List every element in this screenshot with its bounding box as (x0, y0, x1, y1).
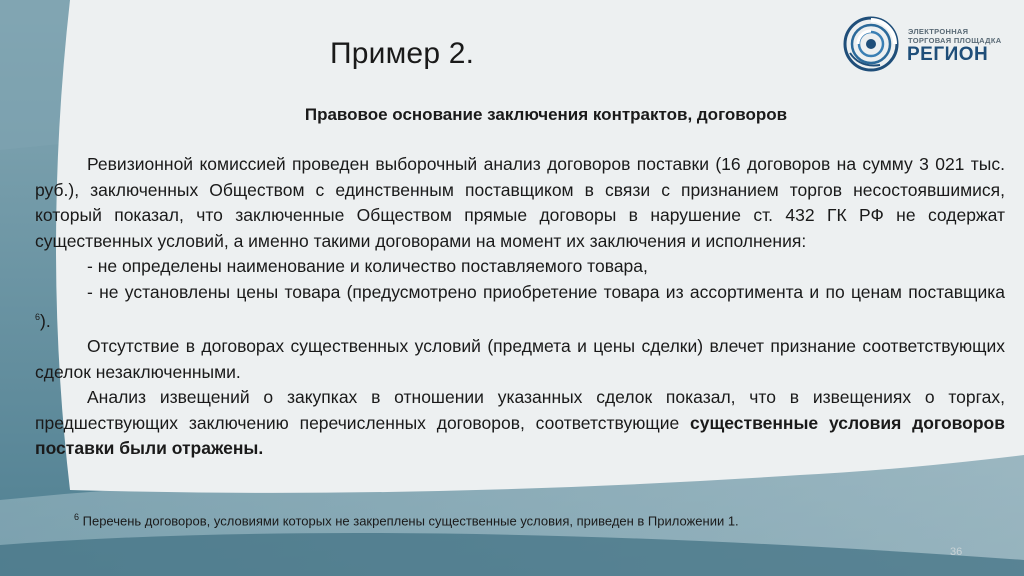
paragraph-5-bold: существенные условия договоров поставки были отражены. (35, 412, 1005, 459)
page-number: 36 (950, 546, 963, 558)
paragraph-2: - не определены наименование и количество поставляемого товара, (87, 256, 648, 276)
footnote-marker: 6 (74, 512, 80, 522)
paragraph-5-main: Анализ извещений о закупках в отношении указанных сделок показал, что в извещениях о торгах, предшествующих заключению перечисленных договоров, соответствующие (35, 387, 1005, 433)
paragraph-3-end: ). (40, 310, 51, 331)
paragraph-3-footnote-ref: 6 (35, 312, 41, 322)
logo (840, 13, 1020, 77)
paragraph-3 (35, 280, 1005, 335)
logo-line1: ЭЛЕКТРОННАЯ (908, 27, 969, 36)
body-text (35, 152, 1005, 462)
paragraph-1: Ревизионной комиссией проведен выборочный анализ договоров поставки (16 договоров на сумму 3 021 тыс. руб.), заключенных Обществом с единственным поставщиком в связи с признанием торгов несостоявшимися, который показал, что заключенные Обществом прямые договоры в нарушение ст. 432 ГК РФ не содержат существенных условий, а именно такими договорами на момент их заключения и исполнения: (35, 154, 1005, 251)
paragraph-4: Отсутствие в договорах существенных условий (предмета и цены сделки) влечет признание соответствующих сделок незаключенными. (35, 336, 1005, 382)
region-logo-icon (840, 13, 902, 75)
page-title: Пример 2. (330, 37, 475, 70)
paragraph-3-main: - не установлены цены товара (предусмотрено приобретение товара из ассортимента и по ценам поставщика (87, 281, 1005, 302)
footnote (74, 512, 739, 528)
subtitle: Правовое основание заключения контрактов, договоров (304, 105, 788, 124)
paragraph-5 (35, 385, 1005, 462)
footnote-text: Перечень договоров, условиями которых не закреплены существенные условия, приведен в Приложении 1. (79, 513, 739, 529)
logo-name: РЕГИОН (907, 44, 989, 65)
logo-line2: ТОРГОВАЯ ПЛОЩАДКА (908, 36, 1002, 45)
